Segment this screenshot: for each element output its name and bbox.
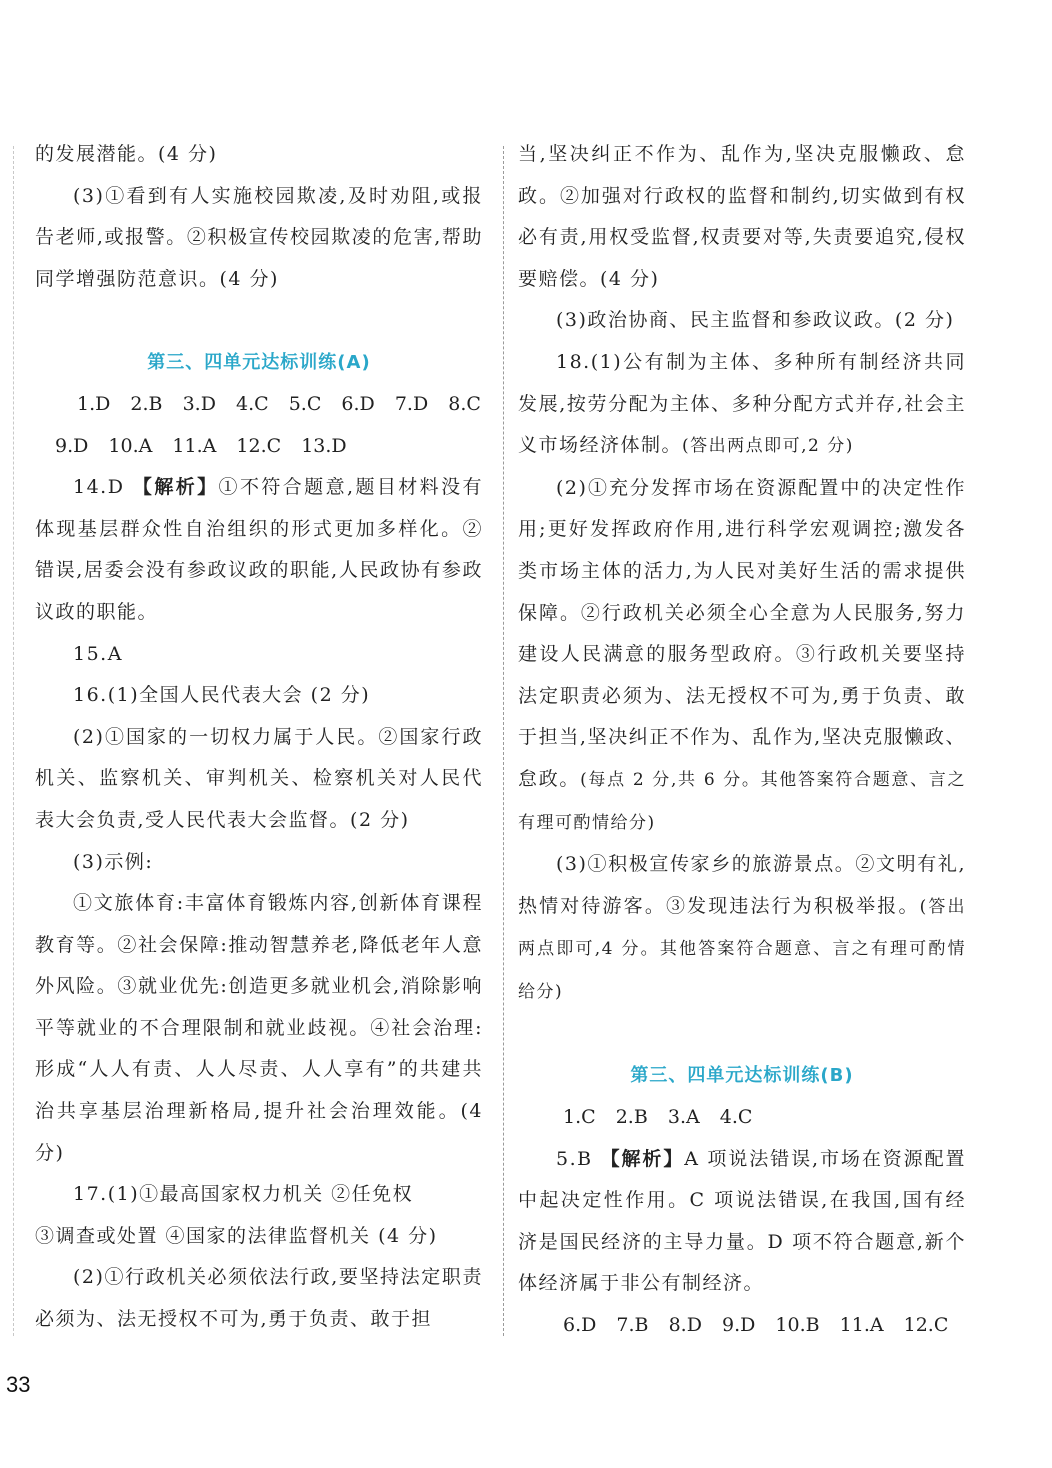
analysis-tag: 【解析】 — [132, 476, 219, 499]
answer-item: 6.D — [341, 392, 375, 415]
answer-item: 3.D — [182, 392, 216, 415]
paragraph: (3)政治协商、民主监督和参政议政。(2 分) — [556, 309, 955, 332]
answer-item: 12.C — [236, 434, 282, 457]
question-17-2: (2)①行政机关必须依法行政,要坚持法定职责必须为、法无授权不可为,勇于负责、敢于担 — [35, 1266, 483, 1331]
question-16-3: (3)示例: — [73, 850, 154, 873]
section-heading-b: 第三、四单元达标训练(B) — [630, 1065, 854, 1087]
answer-item: 3.A — [667, 1106, 700, 1129]
answer-item: 1.C — [563, 1106, 596, 1129]
scoring-note: (答出两点即可,2 分) — [682, 436, 854, 457]
spacer — [518, 1013, 966, 1055]
question-number: 14.D — [73, 476, 125, 499]
paragraph: 的发展潜能。(4 分) — [35, 143, 218, 165]
question-18-1: 18.(1)公有制为主体、多种所有制经济共同发展,按劳分配为主体、多种分配方式并存,社会主义市场经济体制。(答出两点即可,2 分) — [518, 350, 966, 457]
question-number: 5.B — [556, 1147, 593, 1170]
paragraph: 当,坚决纠正不作为、乱作为,坚决克服懒政、怠政。②加强对行政权的监督和制约,切实做到有权必有责,用权受监督,权责要对等,失责要追究,侵权要赔偿。(4 分) — [518, 143, 966, 290]
answer-item: 8.D — [668, 1314, 702, 1337]
analysis-text: ①不符合题意,题目材料没有体现基层群众性自治组织的形式更加多样化。②错误,居委会没有参政议政的职能,人民政协有参政议政的职能。 — [35, 476, 483, 623]
answer-item: 7.D — [394, 392, 429, 415]
answer-line — [518, 1305, 966, 1347]
answer-item: 10.A — [108, 434, 153, 457]
scoring-note: (每点 2 分,共 6 分。其他答案符合题意、言之有理可酌情给分) — [518, 769, 966, 833]
question-16-1: 16.(1)全国人民代表大会 (2 分) — [73, 684, 371, 707]
answer-item: 2.B — [615, 1106, 648, 1129]
answer-item: 5.C — [288, 392, 322, 415]
answer-line — [518, 1097, 966, 1139]
question-14 — [35, 467, 483, 633]
left-column — [35, 134, 483, 1341]
answer-item: 9.D — [721, 1314, 756, 1337]
answer-item: 13.D — [301, 434, 347, 457]
answer-item: 6.D — [563, 1314, 597, 1337]
answer-item: 8.C — [448, 392, 481, 415]
answer-item: 10.B — [775, 1314, 820, 1337]
answer-item: 7.B — [616, 1314, 649, 1337]
answer-item: 12.C — [903, 1314, 949, 1337]
analysis-tag: 【解析】 — [600, 1147, 685, 1170]
answer-item: 4.C — [719, 1106, 753, 1129]
column-divider — [503, 146, 504, 1336]
answer-item: 9.D — [55, 434, 89, 457]
page-number: 33 — [6, 1372, 31, 1397]
answer-item: 11.A — [839, 1314, 884, 1337]
answer-item: 2.B — [130, 392, 163, 415]
question-18-3: (3)①积极宣传家乡的旅游景点。②文明有礼,热情对待游客。③发现违法行为积极举报。(答出两点即可,4 分。其他答案符合题意、言之有理可酌情给分) — [518, 853, 966, 1002]
analysis-text: A 项说法错误,市场在资源配置中起决定性作用。C 项说法错误,在我国,国有经济是国民经济的主导力量。D 项不符合题意,新个体经济属于非公有制经济。 — [518, 1147, 966, 1295]
question-18-2: (2)①充分发挥市场在资源配置中的决定性作用;更好发挥政府作用,进行科学宏观调控;激发各类市场主体的活力,为人民对美好生活的需求提供保障。②行政机关必须全心全意为人民服务,努力建设人民满意的服务型政府。③行政机关要坚持法定职责必须为、法无授权不可为,勇于负责、敢于担当,坚决纠正不作为、乱作为,坚决克服懒政、怠政。(每点 2 分,共 6 分。其他答案符合题意、言之有理可酌情给分) — [518, 476, 966, 833]
right-column — [518, 134, 966, 1347]
spacer — [35, 300, 483, 342]
answer-item: 1.D — [77, 392, 111, 415]
scoring-note: (答出两点即可,4 分。其他答案符合题意、言之有理可酌情给分) — [518, 896, 966, 1002]
answer-line — [35, 384, 483, 426]
question-15: 15.A — [73, 642, 123, 665]
question-17-1a: 17.(1)①最高国家权力机关 ②任免权 — [73, 1183, 414, 1206]
left-edge-mark — [13, 146, 14, 1336]
answer-item: 11.A — [172, 434, 217, 457]
question-17-1b: ③调查或处置 ④国家的法律监督机关 (4 分) — [35, 1224, 438, 1247]
section-heading-a: 第三、四单元达标训练(A) — [147, 352, 371, 374]
answer-item: 4.C — [235, 392, 269, 415]
question-16-2: (2)①国家的一切权力属于人民。②国家行政机关、监察机关、审判机关、检察机关对人民代表大会负责,受人民代表大会监督。(2 分) — [35, 725, 483, 831]
answer-line — [35, 426, 483, 468]
paragraph: (3)①看到有人实施校园欺凌,及时劝阻,或报告老师,或报警。②积极宣传校园欺凌的危害,帮助同学增强防范意识。(4 分) — [35, 184, 483, 290]
question-16-3-text: ①文旅体育:丰富体育锻炼内容,创新体育课程教育等。②社会保障:推动智慧养老,降低老年人意外风险。③就业优先:创造更多就业机会,消除影响平等就业的不合理限制和就业歧视。④社会治理:形成“人人有责、人人尽责、人人享有”的共建共治共享基层治理新格局,提升社会治理效能。(4 分) — [35, 892, 483, 1164]
question-5 — [518, 1139, 966, 1305]
